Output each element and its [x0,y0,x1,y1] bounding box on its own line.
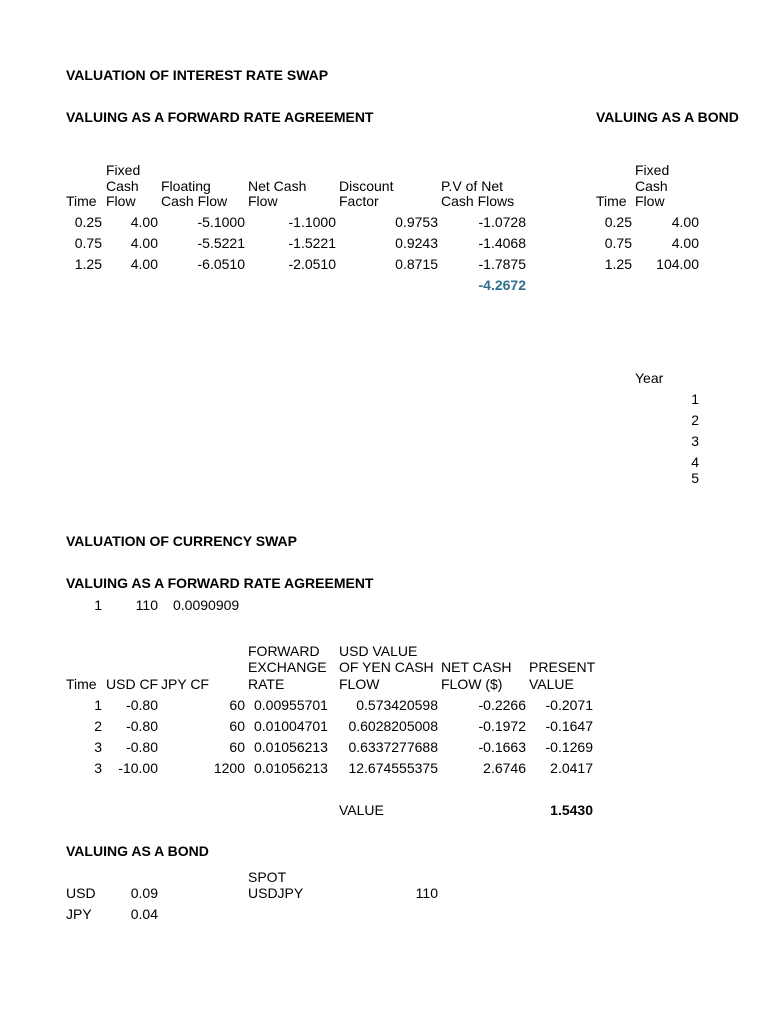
cs-cell-usdv: 0.6028205008 [348,718,438,734]
cs-cell-pv: 2.0417 [550,760,593,776]
cs-spot-row-a: 1 [94,597,102,613]
irs-cell-time: 1.25 [74,256,102,272]
irs-cell-pv: -1.0728 [478,214,526,230]
cs-header-fwd-3: RATE [248,676,285,692]
irs-header-fixed-2: Cash [106,178,139,194]
cs-cell-usdv: 0.573420598 [356,697,438,713]
cs-spot-row-b: 110 [135,597,158,613]
irs-cell-net: -2.0510 [288,256,336,272]
cs-header-usdv-3: FLOW [339,676,380,692]
cs-value: 1.5430 [550,802,593,818]
irs-right-cell-fixed: 104.00 [656,256,699,272]
year-label: Year [635,370,664,386]
cs-rate-value: 0.04 [130,906,158,922]
cs-cell-jpy: 1200 [213,760,245,776]
cs-cell-time: 3 [94,739,102,755]
cs-cell-usd: -10.00 [118,760,158,776]
cs-cell-jpy: 60 [229,697,245,713]
cs-cell-net: -0.2266 [478,697,526,713]
irs-header-net-1: Net Cash [248,178,307,194]
cs-header-jpy: JPY CF [161,676,209,692]
cs-rate-value: 0.09 [130,885,158,901]
irs-header-pv-1: P.V of Net [441,178,504,194]
irs-right-cell-fixed: 4.00 [671,214,699,230]
cs-cell-net: -0.1663 [478,739,526,755]
irs-header-discount-2: Factor [339,193,379,209]
irs-right-cell-fixed: 4.00 [671,235,699,251]
cs-spot-row-c: 0.0090909 [173,597,240,613]
cs-cell-usd: -0.80 [126,697,158,713]
cs-header-usdv-1: USD VALUE [339,643,418,659]
irs-right-header-fixed-3: Flow [635,193,665,209]
cs-header-usdv-2: OF YEN CASH [339,659,434,675]
cs-value-label: VALUE [339,802,384,818]
irs-bond-heading-text: VALUING AS A BOND [596,109,739,125]
cs-header-fwd-1: FORWARD [248,643,320,659]
irs-right-cell-time: 1.25 [604,256,632,272]
cs-cell-fwd: 0.01056213 [254,760,328,776]
cs-cell-net: -0.1972 [478,718,526,734]
irs-header-net-2: Flow [248,193,278,209]
irs-header-fixed-1: Fixed [106,162,141,178]
year-item: 3 [691,433,699,449]
irs-cell-floating: -6.0510 [197,256,245,272]
irs-cell-pv: -1.4068 [478,235,526,251]
cs-title: VALUATION OF CURRENCY SWAP [66,533,298,549]
cs-fra-heading: VALUING AS A FORWARD RATE AGREEMENT [66,575,374,591]
year-item: 5 [691,470,699,486]
cs-cell-time: 1 [94,697,102,713]
cs-spot-label-1: SPOT [248,869,287,885]
irs-header-discount-1: Discount [339,178,394,194]
cs-cell-time: 2 [94,718,102,734]
cs-cell-net: 2.6746 [483,760,526,776]
cs-cell-jpy: 60 [229,718,245,734]
irs-fra-heading: VALUING AS A FORWARD RATE AGREEMENT [66,109,374,125]
irs-cell-discount: 0.9243 [395,235,438,251]
cs-cell-usd: -0.80 [126,718,158,734]
irs-cell-fixed: 4.00 [130,256,158,272]
irs-bond-heading-clipped [596,109,739,127]
irs-header-pv-2: Cash Flows [441,193,515,209]
irs-header-time: Time [66,193,97,209]
irs-right-header-time: Time [596,193,627,209]
cs-cell-fwd: 0.00955701 [254,697,328,713]
irs-cell-time: 0.75 [74,235,102,251]
cs-header-time: Time [66,676,97,692]
irs-cell-fixed: 4.00 [130,235,158,251]
irs-cell-pv: -1.7875 [478,256,526,272]
cs-header-usd: USD CF [106,676,159,692]
irs-right-header-fixed-1: Fixed [635,162,670,178]
irs-header-floating-2: Cash Flow [161,193,228,209]
irs-cell-time: 0.25 [74,214,102,230]
cs-header-net-2: FLOW ($) [441,676,503,692]
cs-rate-ccy: USD [66,885,96,901]
irs-header-fixed-3: Flow [106,193,136,209]
cs-bond-heading: VALUING AS A BOND [66,843,209,859]
irs-total-pv: -4.2672 [478,277,526,293]
cs-cell-pv: -0.2071 [545,697,593,713]
cs-cell-fwd: 0.01004701 [254,718,328,734]
cs-rate-ccy: JPY [66,906,92,922]
cs-cell-pv: -0.1647 [545,718,593,734]
irs-cell-net: -1.5221 [288,235,336,251]
irs-title: VALUATION OF INTEREST RATE SWAP [66,67,329,83]
year-item: 4 [691,454,699,470]
cs-cell-usd: -0.80 [126,739,158,755]
cs-cell-usdv: 12.674555375 [348,760,438,776]
irs-cell-floating: -5.1000 [197,214,245,230]
cs-header-fwd-2: EXCHANGE [248,659,327,675]
cs-cell-time: 3 [94,760,102,776]
cs-header-pv-2: VALUE [529,676,574,692]
cs-spot-value: 110 [415,885,438,901]
cs-header-net-1: NET CASH [441,659,512,675]
year-item: 2 [691,412,699,428]
cs-spot-label-2: USDJPY [248,885,304,901]
year-item: 1 [691,391,699,407]
irs-right-cell-time: 0.75 [604,235,632,251]
cs-cell-fwd: 0.01056213 [254,739,328,755]
irs-cell-fixed: 4.00 [130,214,158,230]
irs-cell-floating: -5.5221 [197,235,245,251]
cs-cell-pv: -0.1269 [545,739,593,755]
irs-cell-net: -1.1000 [288,214,336,230]
irs-right-cell-time: 0.25 [604,214,632,230]
irs-right-header-fixed-2: Cash [635,178,668,194]
cs-cell-jpy: 60 [229,739,245,755]
irs-header-floating-1: Floating [161,178,211,194]
irs-cell-discount: 0.9753 [395,214,438,230]
cs-header-pv-1: PRESENT [529,659,596,675]
irs-cell-discount: 0.8715 [395,256,438,272]
cs-cell-usdv: 0.6337277688 [348,739,438,755]
